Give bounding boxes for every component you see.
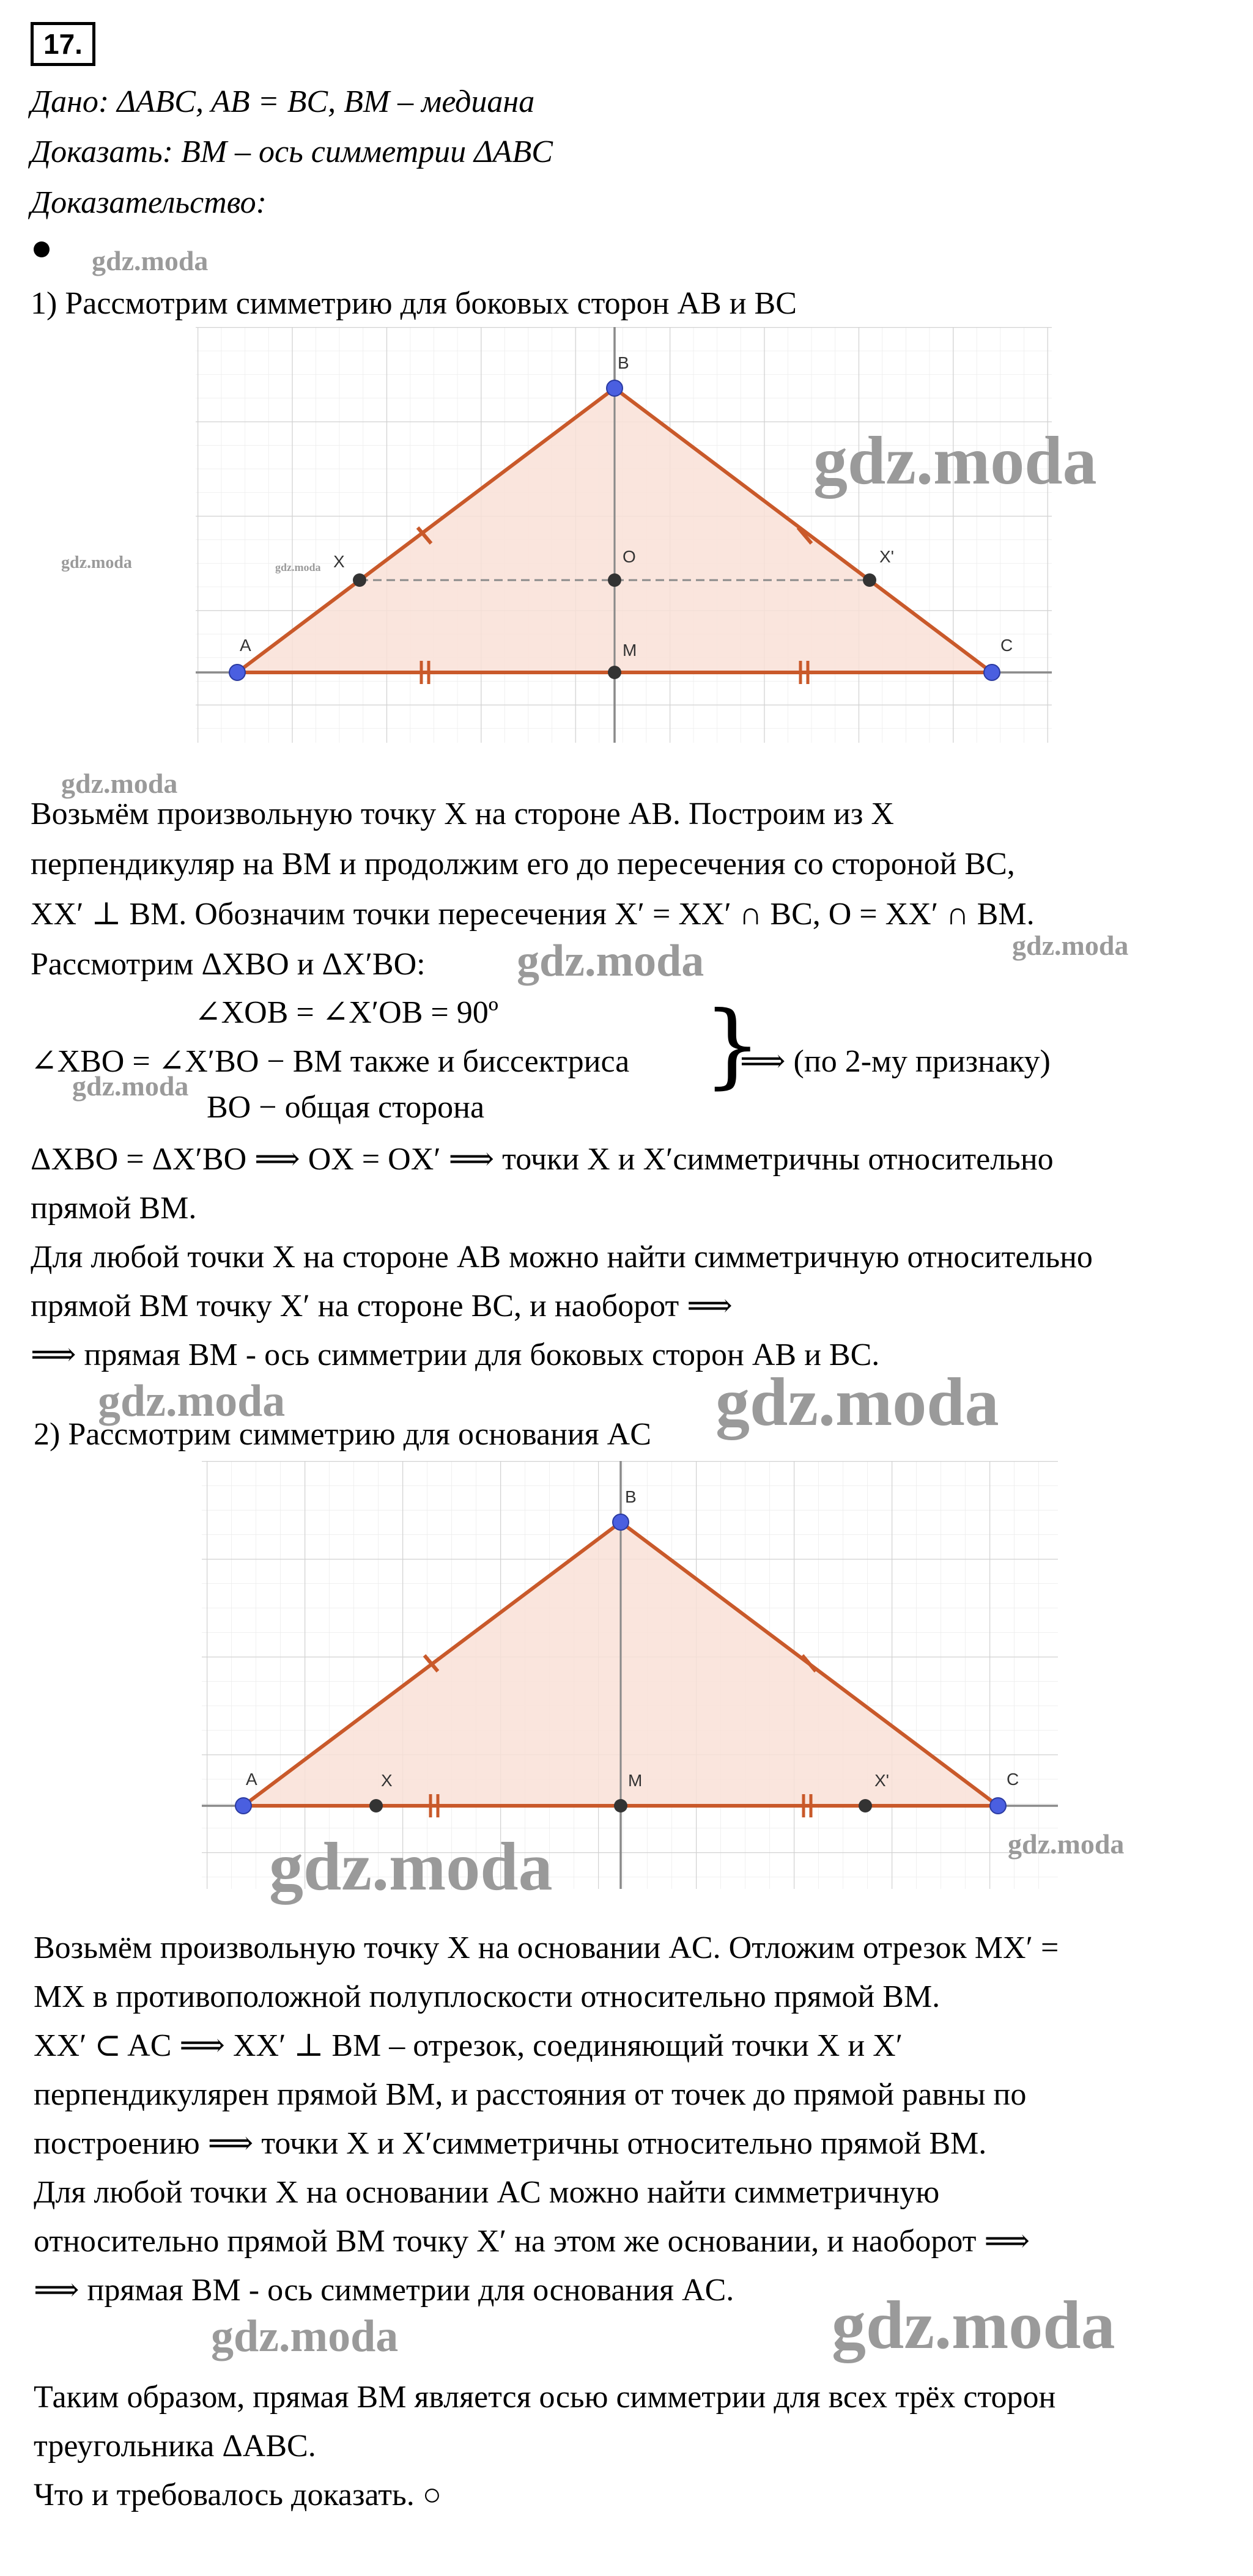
watermark: gdz.moda bbox=[813, 423, 1097, 499]
point-o bbox=[608, 573, 621, 587]
watermark: gdz.moda bbox=[211, 2311, 399, 2361]
watermark: gdz.moda bbox=[92, 245, 209, 276]
label-b: B bbox=[618, 353, 629, 372]
point-x-prime bbox=[863, 573, 876, 587]
label-a: A bbox=[240, 636, 251, 655]
figure-2 bbox=[202, 1461, 1058, 1889]
proof-label: Доказательство: bbox=[31, 185, 267, 220]
point-x bbox=[369, 1799, 383, 1812]
watermark: gdz.moda bbox=[61, 768, 178, 799]
watermark: gdz.moda bbox=[269, 1829, 553, 1905]
part2-line-3: XX′ ⊂ AC ⟹ XX′ ⊥ BM – отрезок, соединяющий точки X и X′ bbox=[34, 2028, 903, 2063]
watermark: gdz.moda bbox=[61, 553, 132, 572]
system-row-3: BO − общая сторона bbox=[207, 1090, 485, 1125]
watermark: gdz.moda bbox=[72, 1070, 189, 1102]
prove-text: : BM – ось симметрии ΔABC bbox=[162, 134, 553, 169]
part1-line-3: XX′ ⊥ BM. Обозначим точки пересечения X′ = XX′ ∩ BC, O = XX′ ∩ BM. bbox=[31, 897, 1035, 932]
label-m: M bbox=[623, 641, 637, 660]
watermark: gdz.moda bbox=[98, 1376, 286, 1426]
problem-number: 17. bbox=[31, 22, 95, 66]
given-label: Дано bbox=[31, 84, 98, 119]
prove-label: Доказать bbox=[31, 134, 163, 169]
part1-line-1: Возьмём произвольную точку X на стороне AB. Построим из X bbox=[31, 797, 894, 831]
point-c bbox=[990, 1798, 1006, 1814]
part2-line-1: Возьмём произвольную точку X на основании AC. Отложим отрезок MX′ = bbox=[34, 1930, 1059, 1965]
label-x-prime: X' bbox=[874, 1771, 890, 1790]
label-b: B bbox=[625, 1487, 637, 1506]
part2-line-8: ⟹ прямая BM - ось симметрии для основания AC. bbox=[34, 2273, 734, 2308]
part1-after-1: ΔXBO = ΔX′BO ⟹ OX = OX′ ⟹ точки X и X′симметричны относительно bbox=[31, 1142, 1054, 1177]
system-conclusion: ⟹ (по 2-му признаку) bbox=[740, 1044, 1051, 1079]
point-m bbox=[614, 1799, 627, 1812]
figure-1 bbox=[196, 327, 1052, 743]
label-m: M bbox=[628, 1771, 643, 1790]
label-o: O bbox=[623, 547, 636, 566]
conclusion-line-1: Таким образом, прямая BM является осью симметрии для всех трёх сторон bbox=[34, 2380, 1056, 2415]
point-b bbox=[613, 1514, 629, 1530]
watermark: gdz.moda bbox=[1012, 930, 1129, 961]
system-row-1: ∠XOB = ∠X′OB = 90º bbox=[194, 995, 498, 1030]
qed-line: Что и требовалось доказать. ○ bbox=[34, 2478, 442, 2512]
label-a: A bbox=[246, 1770, 257, 1789]
label-x: X bbox=[381, 1771, 393, 1790]
point-a bbox=[235, 1798, 251, 1814]
label-c: C bbox=[1000, 636, 1013, 655]
part2-line-5: построению ⟹ точки X и X′симметричны относительно прямой BM. bbox=[34, 2126, 987, 2161]
part1-after-5: ⟹ прямая BM - ось симметрии для боковых сторон AB и BC. bbox=[31, 1338, 880, 1372]
watermark: gdz.moda bbox=[517, 936, 704, 986]
point-c bbox=[984, 664, 1000, 680]
point-m bbox=[608, 666, 621, 679]
bullet-icon bbox=[34, 241, 50, 257]
prove-line bbox=[31, 133, 553, 172]
label-c: C bbox=[1007, 1770, 1019, 1789]
system-row-2: ∠XBO = ∠X′BO − BM также и биссектриса bbox=[31, 1044, 630, 1079]
part1-after-3: Для любой точки X на стороне AB можно найти симметричную относительно bbox=[31, 1240, 1093, 1275]
label-x: X bbox=[333, 552, 345, 571]
watermark: gdz.moda bbox=[275, 561, 321, 573]
given-text: : ΔABC, AB = BC, BM – медиана bbox=[98, 84, 535, 119]
point-a bbox=[229, 664, 245, 680]
given-line bbox=[31, 83, 534, 122]
point-b bbox=[607, 380, 623, 396]
part1-after-2: прямой BM. bbox=[31, 1191, 197, 1226]
watermark: gdz.moda bbox=[715, 1364, 999, 1440]
part2-title: 2) Рассмотрим симметрию для основания AC bbox=[34, 1417, 651, 1452]
system-brace: } bbox=[703, 992, 762, 1098]
part1-line-2: перпендикуляр на BM и продолжим его до пересечения со стороной BC, bbox=[31, 847, 1015, 881]
point-x bbox=[353, 573, 366, 587]
part1-line-4: Рассмотрим ΔXBO и ΔX′BO: bbox=[31, 947, 426, 982]
part2-line-4: перпендикулярен прямой BM, и расстояния от точек до прямой равны по bbox=[34, 2077, 1027, 2112]
watermark: gdz.moda bbox=[832, 2287, 1115, 2363]
label-x-prime: X' bbox=[879, 547, 895, 566]
part1-title: 1) Рассмотрим симметрию для боковых сторон AB и BC bbox=[31, 286, 797, 321]
point-x-prime bbox=[859, 1799, 872, 1812]
watermark: gdz.moda bbox=[1008, 1828, 1125, 1860]
part2-line-2: MX в противоположной полуплоскости относительно прямой BM. bbox=[34, 1979, 941, 2014]
part1-after-4: прямой BM точку X′ на стороне BC, и наоборот ⟹ bbox=[31, 1289, 733, 1323]
conclusion-line-2: треугольника ΔABC. bbox=[34, 2429, 316, 2464]
part2-line-7: относительно прямой BM точку X′ на этом же основании, и наоборот ⟹ bbox=[34, 2224, 1030, 2259]
part2-line-6: Для любой точки X на основании AC можно найти симметричную bbox=[34, 2175, 940, 2210]
